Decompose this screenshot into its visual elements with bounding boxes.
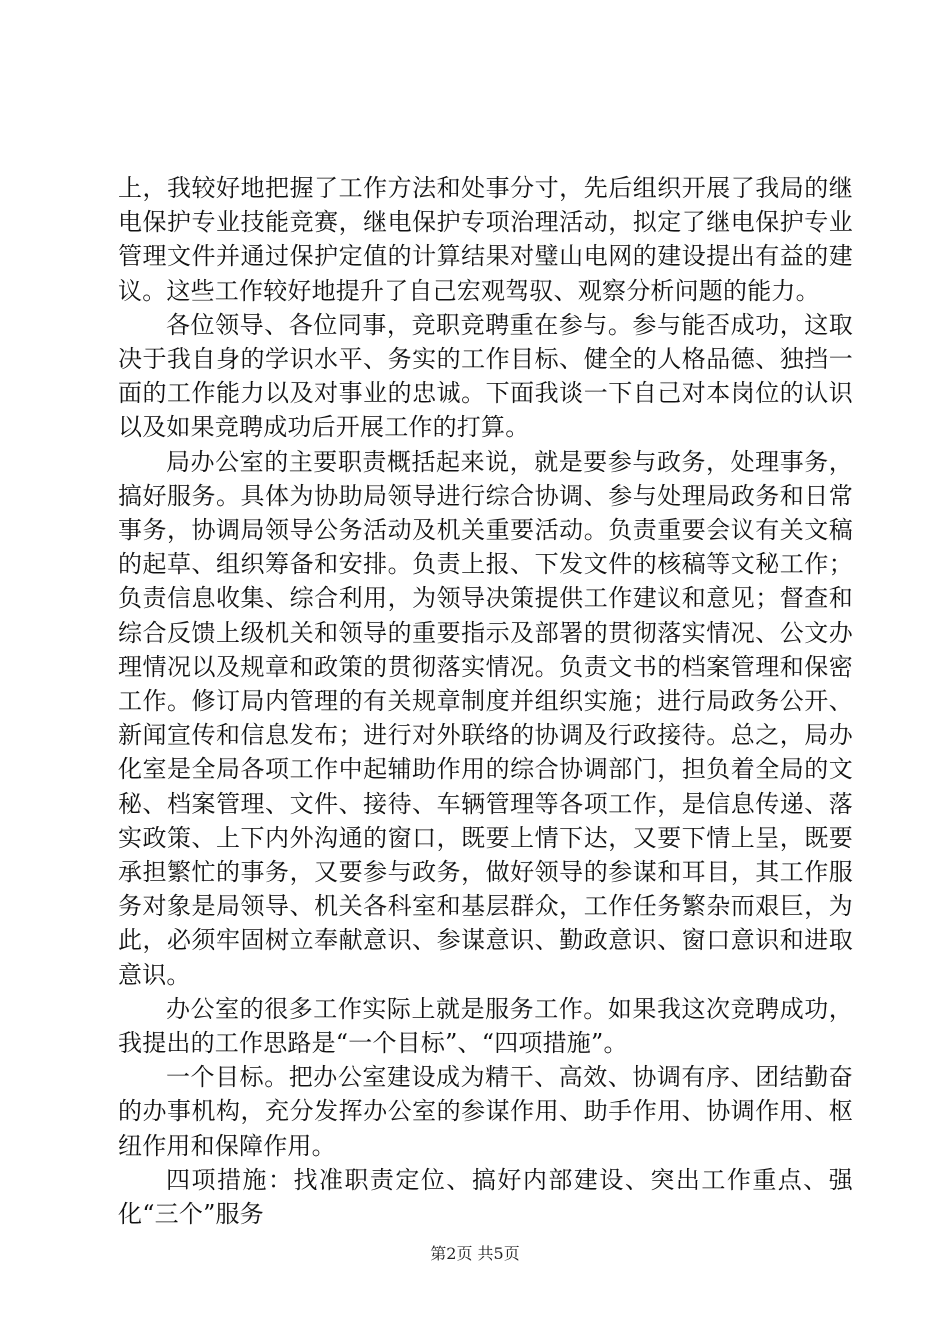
page-number-footer: 第2页 共5页	[430, 1244, 520, 1263]
paragraph-four-measures: 四项措施：找准职责定位、搞好内部建设、突出工作重点、强化“三个”服务	[118, 1165, 853, 1229]
paragraph-one-goal: 一个目标。把办公室建设成为精干、高效、协调有序、团结勤奋的办事机构，充分发挥办公室的参谋作用、助手作用、协调作用、枢纽作用和保障作用。	[118, 1063, 853, 1160]
paragraph-office-duties: 局办公室的主要职责概括起来说，就是要参与政务，处理事务，搞好服务。具体为协助局领导进行综合协调、参与处理局政务和日常事务，协调局领导公务活动及机关重要活动。负责重要会议有关文稿的起草、组织筹备和安排。负责上报、下发文件的核稿等文秘工作；负责信息收集、综合利用，为领导决策提供工作建议和意见；督查和综合反馈上级机关和领导的重要指示及部署的贯彻落实情况、公文办理情况以及规章和政策的贯彻落实情况。负责文书的档案管理和保密工作。修订局内管理的有关规章制度并组织实施；进行局政务公开、新闻宣传和信息发布；进行对外联络的协调及行政接待。总之，局办化室是全局各项工作中起辅助作用的综合协调部门，担负着全局的文秘、档案管理、文件、接待、车辆管理等各项工作，是信息传递、落实政策、上下内外沟通的窗口，既要上情下达，又要下情上呈，既要承担繁忙的事务，又要参与政务，做好领导的参谋和耳目，其工作服务对象是局领导、机关各科室和基层群众，工作任务繁杂而艰巨，为此，必须牢固树立奉献意识、参谋意识、勤政意识、窗口意识和进取意识。	[118, 447, 853, 989]
document-body	[118, 171, 853, 1231]
paragraph-continuation: 上，我较好地把握了工作方法和处事分寸，先后组织开展了我局的继电保护专业技能竞赛，继电保护专项治理活动，拟定了继电保护专业管理文件并通过保护定值的计算结果对璧山电网的建设提出有益的建议。这些工作较好地提升了自己宏观驾驭、观察分析问题的能力。	[118, 174, 853, 305]
paragraph-work-ideas: 办公室的很多工作实际上就是服务工作。如果我这次竞聘成功，我提出的工作思路是“一个目标”、“四项措施”。	[118, 994, 853, 1058]
paragraph-participation: 各位领导、各位同事，竞职竞聘重在参与。参与能否成功，这取决于我自身的学识水平、务实的工作目标、健全的人格品德、独挡一面的工作能力以及对事业的忠诚。下面我谈一下自己对本岗位的认识以及如果竞聘成功后开展工作的打算。	[118, 310, 853, 442]
